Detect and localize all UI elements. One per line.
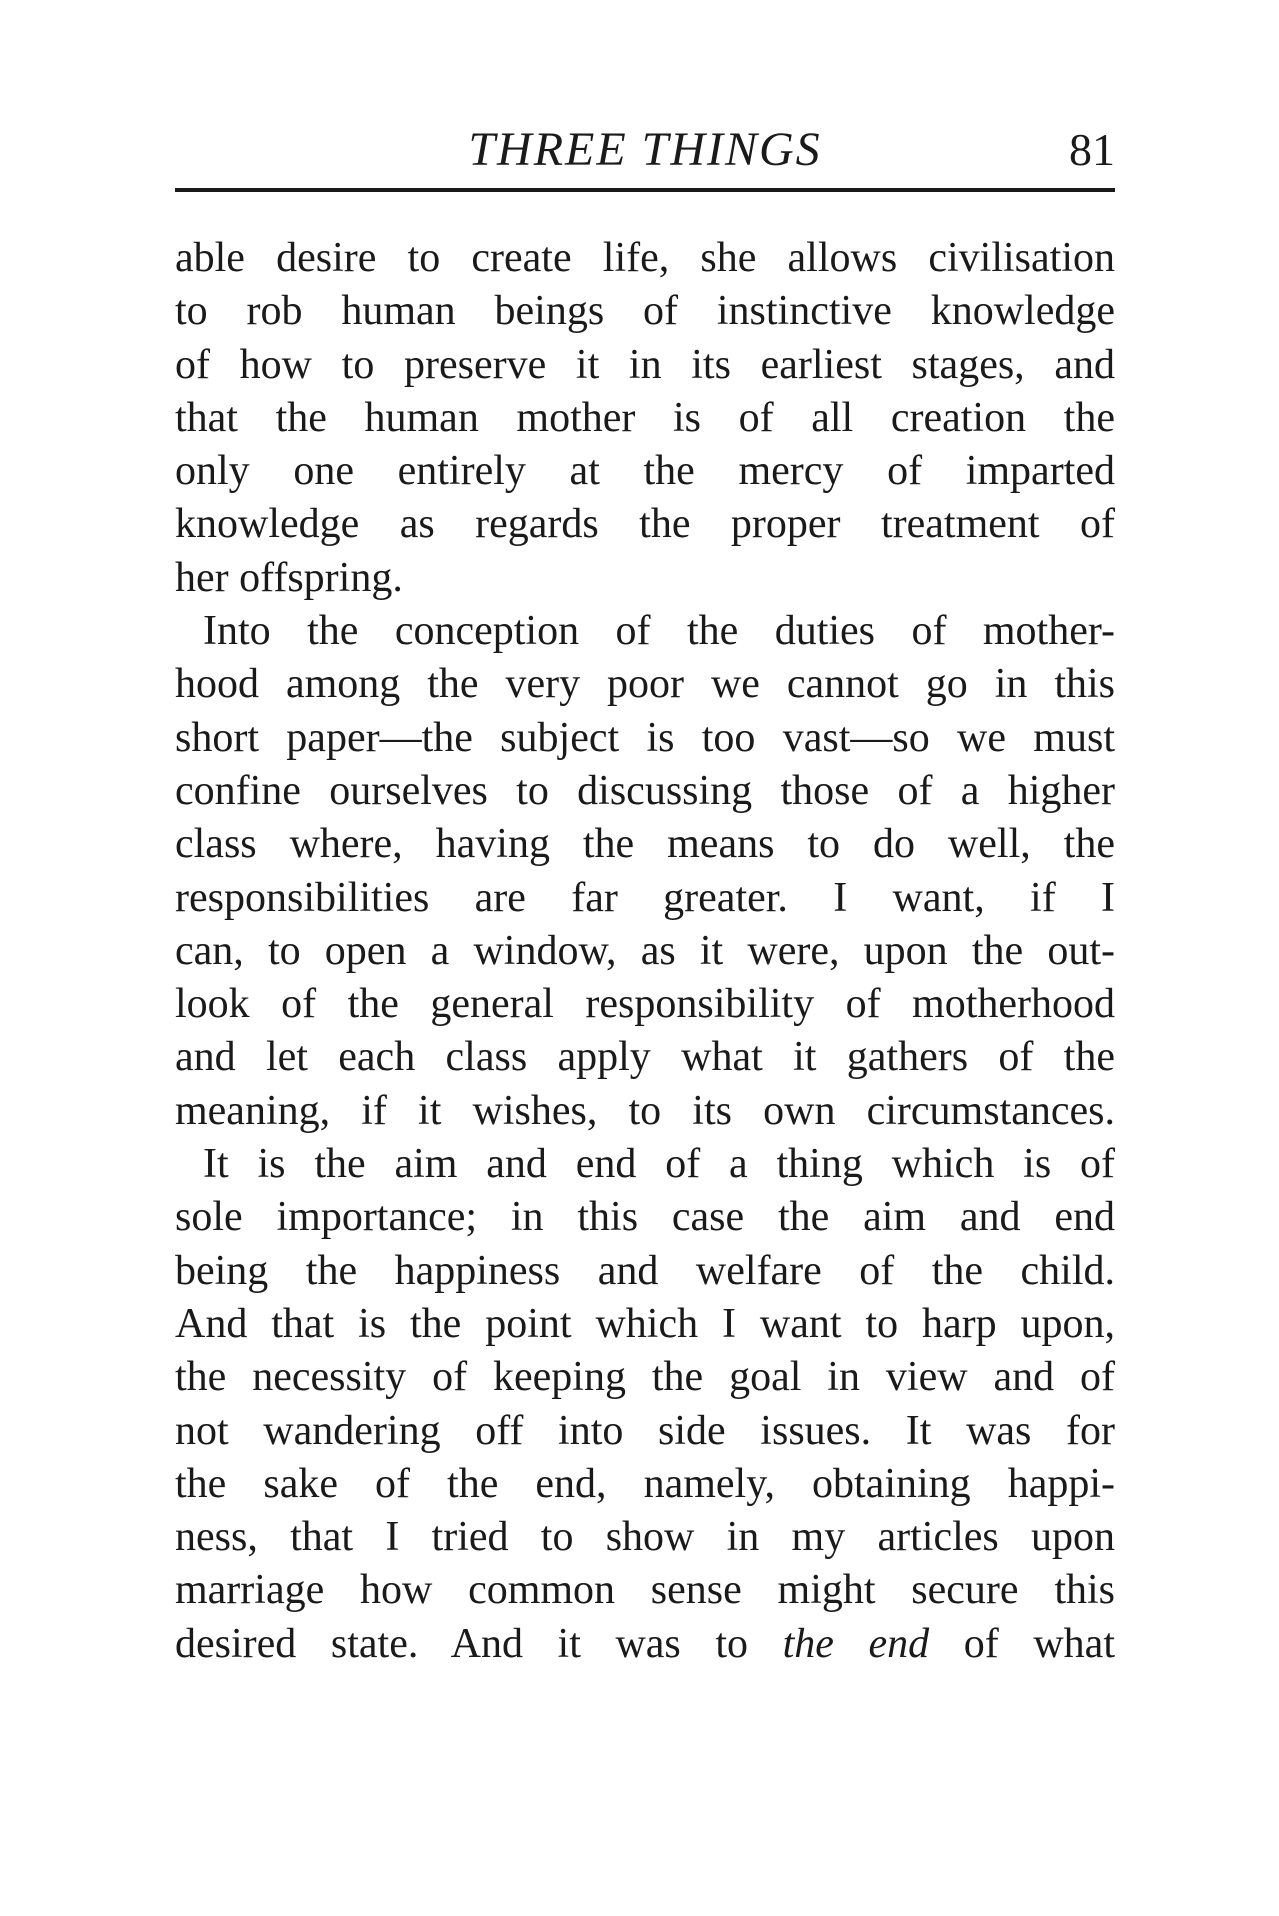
text-line: sole importance; in this case the aim and end: [175, 1194, 1115, 1241]
text-line: that the human mother is of all creation the: [175, 394, 1115, 441]
paragraph-start-line: Into the conception of the duties of mother-: [203, 608, 1115, 655]
text-line: responsibilities are far greater. I want, if I: [175, 874, 1115, 921]
text-line: confine ourselves to discussing those of a higher: [175, 767, 1115, 814]
text-line: and let each class apply what it gathers of the: [175, 1034, 1115, 1081]
text-fragment: of what: [929, 1620, 1115, 1667]
text-line: the necessity of keeping the goal in view and of: [175, 1354, 1115, 1401]
text-line: knowledge as regards the proper treatment of: [175, 501, 1115, 548]
text-line: the sake of the end, namely, obtaining happi-: [175, 1460, 1115, 1507]
text-line: meaning, if it wishes, to its own circumstances.: [175, 1087, 1115, 1134]
text-line: can, to open a window, as it were, upon the out-: [175, 927, 1115, 974]
text-line: marriage how common sense might secure this: [175, 1567, 1115, 1614]
emphasis-text: the end: [782, 1620, 930, 1667]
text-fragment: desired state. And it was to: [175, 1620, 783, 1667]
text-line: And that is the point which I want to harp upon,: [175, 1300, 1115, 1347]
text-line: hood among the very poor we cannot go in this: [175, 661, 1115, 708]
running-head: [175, 122, 1115, 178]
text-line: being the happiness and welfare of the child.: [175, 1247, 1115, 1294]
text-line: ness, that I tried to show in my articles upon: [175, 1514, 1115, 1561]
text-line: her offspring.: [175, 554, 403, 601]
text-line: of how to preserve it in its earliest stages, and: [175, 341, 1115, 388]
text-line: short paper—the subject is too vast—so we must: [175, 714, 1115, 761]
paragraph-start-line: It is the aim and end of a thing which is of: [203, 1141, 1115, 1188]
running-title: THREE THINGS: [468, 123, 822, 176]
text-line: not wandering off into side issues. It was for: [175, 1407, 1115, 1454]
body-text: [175, 232, 1115, 1671]
text-line: class where, having the means to do well, the: [175, 821, 1115, 868]
text-line: to rob human beings of instinctive knowledge: [175, 288, 1115, 335]
text-line: only one entirely at the mercy of imparted: [175, 448, 1115, 495]
text-line: look of the general responsibility of motherhood: [175, 981, 1115, 1028]
page-number: 81: [1069, 124, 1115, 175]
text-line: able desire to create life, she allows civilisation: [175, 235, 1115, 281]
text-line-final: [175, 1618, 1115, 1671]
header-rule: [175, 188, 1115, 192]
